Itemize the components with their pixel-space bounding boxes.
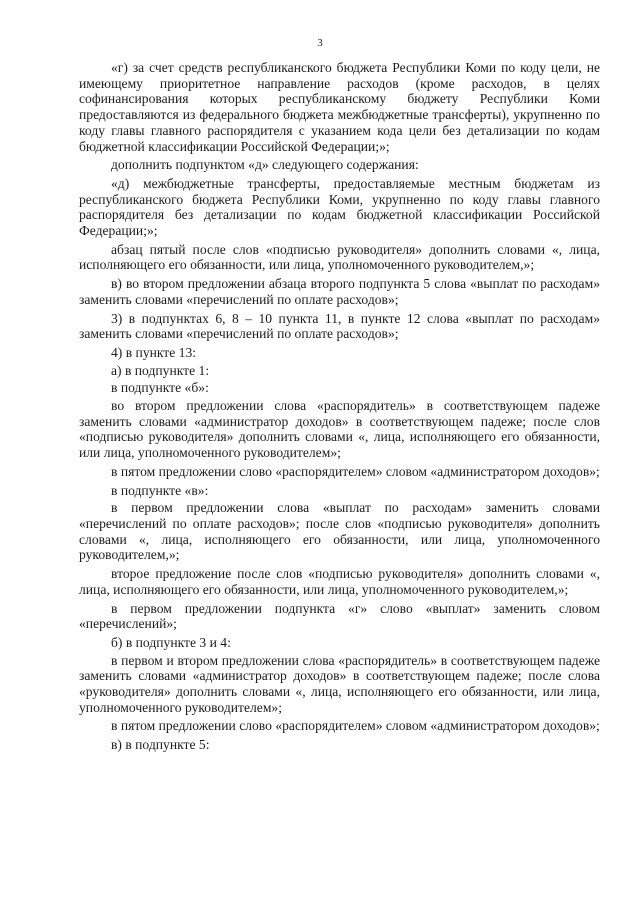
paragraph: в первом предложении слова «выплат по расходам» заменить словами «перечислений по оплате расходов»; после слов «подписью руководителя» дополнить словами «, лица, исполняющего его обязанности, или лица, уполномоченного руководителем,»; (79, 500, 600, 563)
document-body (79, 60, 600, 756)
page-number: 3 (317, 37, 323, 49)
paragraph: «г) за счет средств республиканского бюджета Республики Коми по коду цели, не имеющему приоритетное направление расходов (кроме расходов, в целях софинансирования которых республиканскому бюджету Республики Коми предоставляются из федерального бюджета межбюджетные трансферты), укрупненно по коду главы главного распорядителя с указанием кода цели без детализации по кодам бюджетной классификации Российской Федерации;»; (79, 60, 600, 154)
paragraph: в) во втором предложении абзаца второго подпункта 5 слова «выплат по расходам» заменить словами «перечислений по оплате расходов»; (79, 276, 600, 307)
paragraph: в пятом предложении слово «распорядителем» словом «администратором доходов»; (111, 718, 600, 734)
paragraph: во втором предложении слова «распорядитель» в соответствующем падеже заменить словами «администратор доходов» в соответствующем падеже; после слов «подписью руководителя» дополнить словами «, лица, исполняющего его обязанности, или лица, уполномоченного руководителем»; (79, 398, 600, 461)
paragraph: в подпункте «б»: (111, 380, 209, 396)
paragraph: в первом предложении подпункта «г» слово «выплат» заменить словом «перечислений»; (79, 600, 600, 632)
paragraph: в пятом предложении слово «распорядителем» словом «администратором доходов»; (111, 463, 600, 479)
paragraph: а) в подпункте 1: (111, 362, 210, 378)
paragraph: в подпункте «в»: (111, 482, 209, 498)
paragraph: «д) межбюджетные трансферты, предоставляемые местным бюджетам из республиканского бюджета Республики Коми, укрупненно по коду главы главного распорядителя без детализации по кодам бюджетной классификации Российской Федерации;»; (79, 175, 600, 239)
paragraph: в) в подпункте 5: (111, 737, 210, 753)
paragraph: 3) в подпунктах 6, 8 – 10 пункта 11, в пункте 12 слова «выплат по расходам» заменить словами «перечислений по оплате расходов»; (79, 310, 600, 342)
paragraph: дополнить подпунктом «д» следующего содержания: (111, 157, 419, 173)
paragraph: б) в подпункте 3 и 4: (111, 634, 231, 650)
paragraph: 4) в пункте 13: (111, 344, 197, 360)
paragraph: в первом и втором предложении слова «распорядитель» в соответствующем падеже заменить словами «администратор доходов» в соответствующем падеже; после слова «руководителя» дополнить словами «, лица, исполняющего его обязанности, или лица, уполномоченного руководителем»; (79, 652, 600, 715)
paragraph: абзац пятый после слов «подписью руководителя» дополнить словами «, лица, исполняющего его обязанности, или лица, уполномоченного руководителем,»; (79, 241, 600, 273)
paragraph: второе предложение после слов «подписью руководителя» дополнить словами «, лица, исполняющего его обязанности, или лица, уполномоченного руководителем,»; (79, 566, 600, 597)
